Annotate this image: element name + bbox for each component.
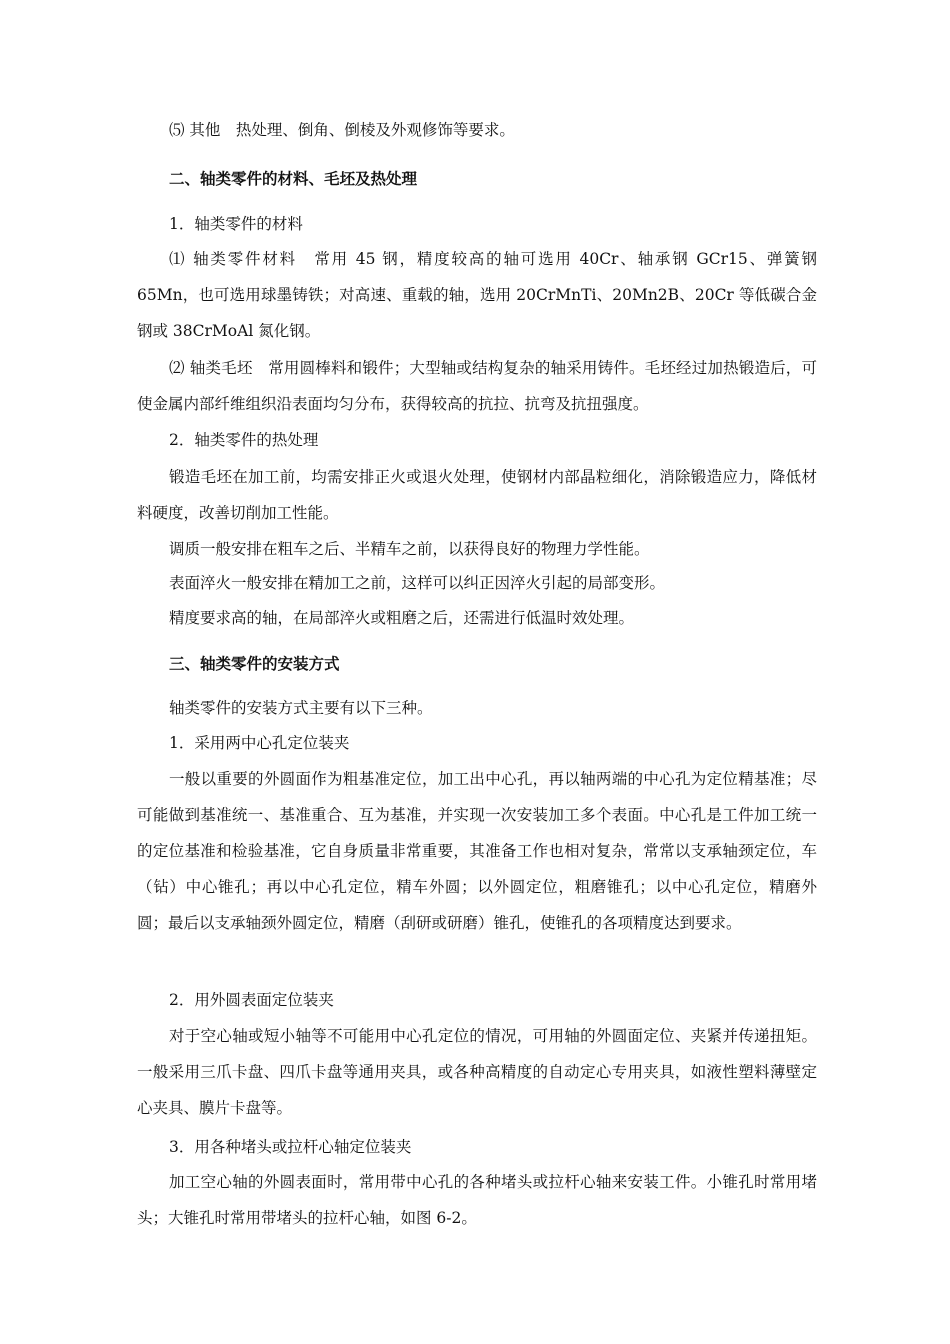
paragraph-plugs: 加工空心轴的外圆表面时，常用带中心孔的各种堵头或拉杆心轴来安装工件。小锥孔时常用堵头；大锥孔时常用带堵头的拉杆心轴，如图 6-2。 xyxy=(137,1173,817,1227)
paragraph-blank: ⑵ 轴类毛坯 常用圆棒料和锻件；大型轴或结构复杂的轴采用铸件。毛坯经过加热锻造后，可使金属内部纤维组织沿表面均匀分布，获得较高的抗拉、抗弯及抗扭强度。 xyxy=(137,359,817,413)
paragraph-outer-surface: 对于空心轴或短小轴等不可能用中心孔定位的情况，可用轴的外圆面定位、夹紧并传递扭矩。一般采用三爪卡盘、四爪卡盘等通用夹具，或各种高精度的自动定心专用夹具，如液性塑料薄壁定心夹具、膜片卡盘等。 xyxy=(137,1027,817,1117)
paragraph-tempering: 调质一般安排在粗车之后、半精车之前，以获得良好的物理力学性能。 xyxy=(169,540,650,558)
subheading-outer-surface: 2．用外圆表面定位装夹 xyxy=(169,991,334,1009)
subheading-plugs: 3．用各种堵头或拉杆心轴定位装夹 xyxy=(169,1138,412,1156)
subheading-heat-treatment: 2．轴类零件的热处理 xyxy=(169,431,319,449)
paragraph-intro: 轴类零件的安装方式主要有以下三种。 xyxy=(169,699,433,717)
paragraph-forging: 锻造毛坯在加工前，均需安排正火或退火处理，使钢材内部晶粒细化，消除锻造应力，降低材料硬度，改善切削加工性能。 xyxy=(137,468,817,522)
paragraph-aging: 精度要求高的轴，在局部淬火或粗磨之后，还需进行低温时效处理。 xyxy=(169,609,635,627)
paragraph-other: ⑸ 其他 热处理、倒角、倒棱及外观修饰等要求。 xyxy=(169,121,515,139)
subheading-center-holes: 1．采用两中心孔定位装夹 xyxy=(169,734,350,752)
paragraph-surface-quench: 表面淬火一般安排在精加工之前，这样可以纠正因淬火引起的局部变形。 xyxy=(169,574,666,592)
section-heading-installation: 三、轴类零件的安装方式 xyxy=(169,655,340,673)
subheading-materials: 1．轴类零件的材料 xyxy=(169,215,303,233)
paragraph-materials: ⑴ 轴类零件材料 常用 45 钢，精度较高的轴可选用 40Cr、轴承钢 GCr15、弹簧钢 65Mn，也可选用球墨铸铁；对高速、重载的轴，选用 20CrMnTi、20Mn2B、20Cr 等低碳合金钢或 38CrMoAl 氮化钢。 xyxy=(137,250,817,340)
section-heading-materials: 二、轴类零件的材料、毛坯及热处理 xyxy=(169,170,418,188)
paragraph-center-holes: 一般以重要的外圆面作为粗基准定位，加工出中心孔，再以轴两端的中心孔为定位精基准；尽可能做到基准统一、基准重合、互为基准，并实现一次安装加工多个表面。中心孔是工件加工统一的定位基准和检验基准，它自身质量非常重要，其准备工作也相对复杂，常常以支承轴颈定位，车（钻）中心锥孔；再以中心孔定位，精车外圆；以外圆定位，粗磨锥孔；以中心孔定位，精磨外圆；最后以支承轴颈外圆定位，精磨（刮研或研磨）锥孔，使锥孔的各项精度达到要求。 xyxy=(137,770,817,932)
